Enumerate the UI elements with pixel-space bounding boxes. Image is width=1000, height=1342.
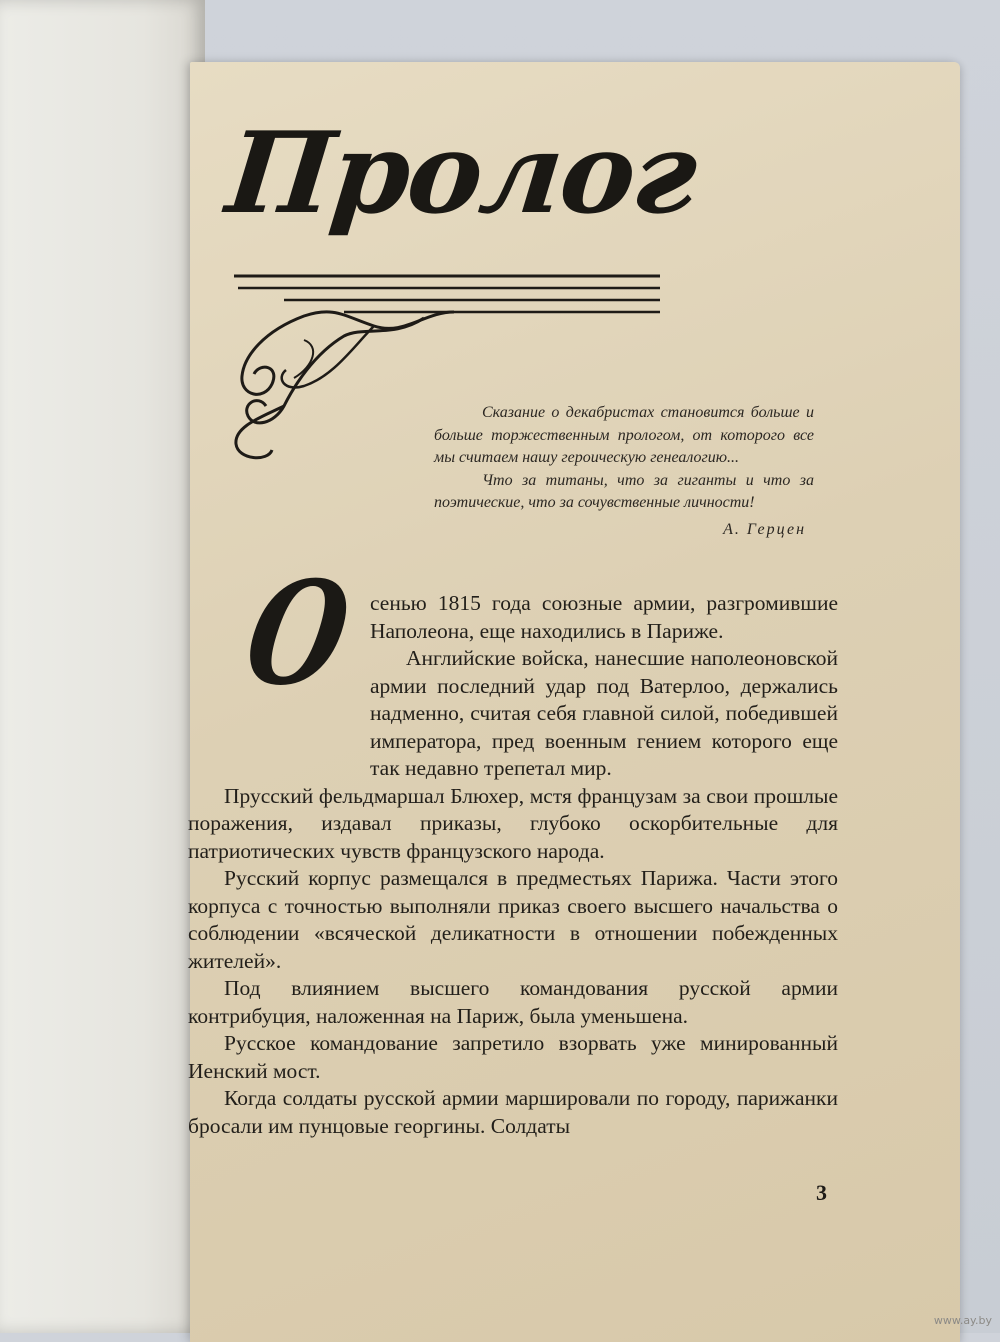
epigraph-author: А. Герцен bbox=[723, 520, 806, 538]
watermark: www.ay.by bbox=[933, 1314, 992, 1327]
drop-cap: О bbox=[234, 551, 361, 717]
epigraph-paragraph-2: Что за титаны, что за гиганты и что за поэтические, что за сочувственные личности! bbox=[434, 471, 814, 511]
paragraph-6: Русское командование запретило взорвать уже минированный Иенский мост. bbox=[188, 1031, 838, 1083]
paragraph-3: Прусский фельдмаршал Блюхер, мстя французам за свои прошлые поражения, издавал приказы, глубоко оскорбительные для патриотических чувств французского народа. bbox=[188, 783, 838, 863]
facing-page bbox=[0, 0, 205, 1333]
paragraph-7: Когда солдаты русской армии маршировали по городу, парижанки бросали им пунцовые георгины. Солдаты bbox=[188, 1086, 838, 1138]
epigraph bbox=[434, 402, 814, 541]
paragraph-4: Русский корпус размещался в предместьях Парижа. Части этого корпуса с точностью выполняли приказ своего высшего начальства о соблюдении «всяческой деликатности в отношении побежденных жителей». bbox=[188, 866, 838, 973]
main-text bbox=[188, 590, 838, 1140]
paragraph-1: сенью 1815 года союзные армии, разгромившие Наполеона, еще находились в Париже. bbox=[370, 591, 838, 643]
epigraph-paragraph-1: Сказание о декабристах становится больше и больше торжественным прологом, от которого все мы считаем нашу героическую генеалогию... bbox=[434, 404, 814, 466]
page-number: 3 bbox=[816, 1180, 827, 1205]
paragraph-2: Английские войска, нанесшие наполеоновской армии последний удар под Ватерлоо, держались надменно, считая себя главной силой, победившей императора, пред военным гением которого еще так недавно трепетал мир. bbox=[370, 646, 838, 780]
chapter-title: Пролог bbox=[221, 108, 702, 239]
paragraph-5: Под влиянием высшего командования русской армии контрибуция, наложенная на Париж, была уменьшена. bbox=[188, 976, 838, 1028]
